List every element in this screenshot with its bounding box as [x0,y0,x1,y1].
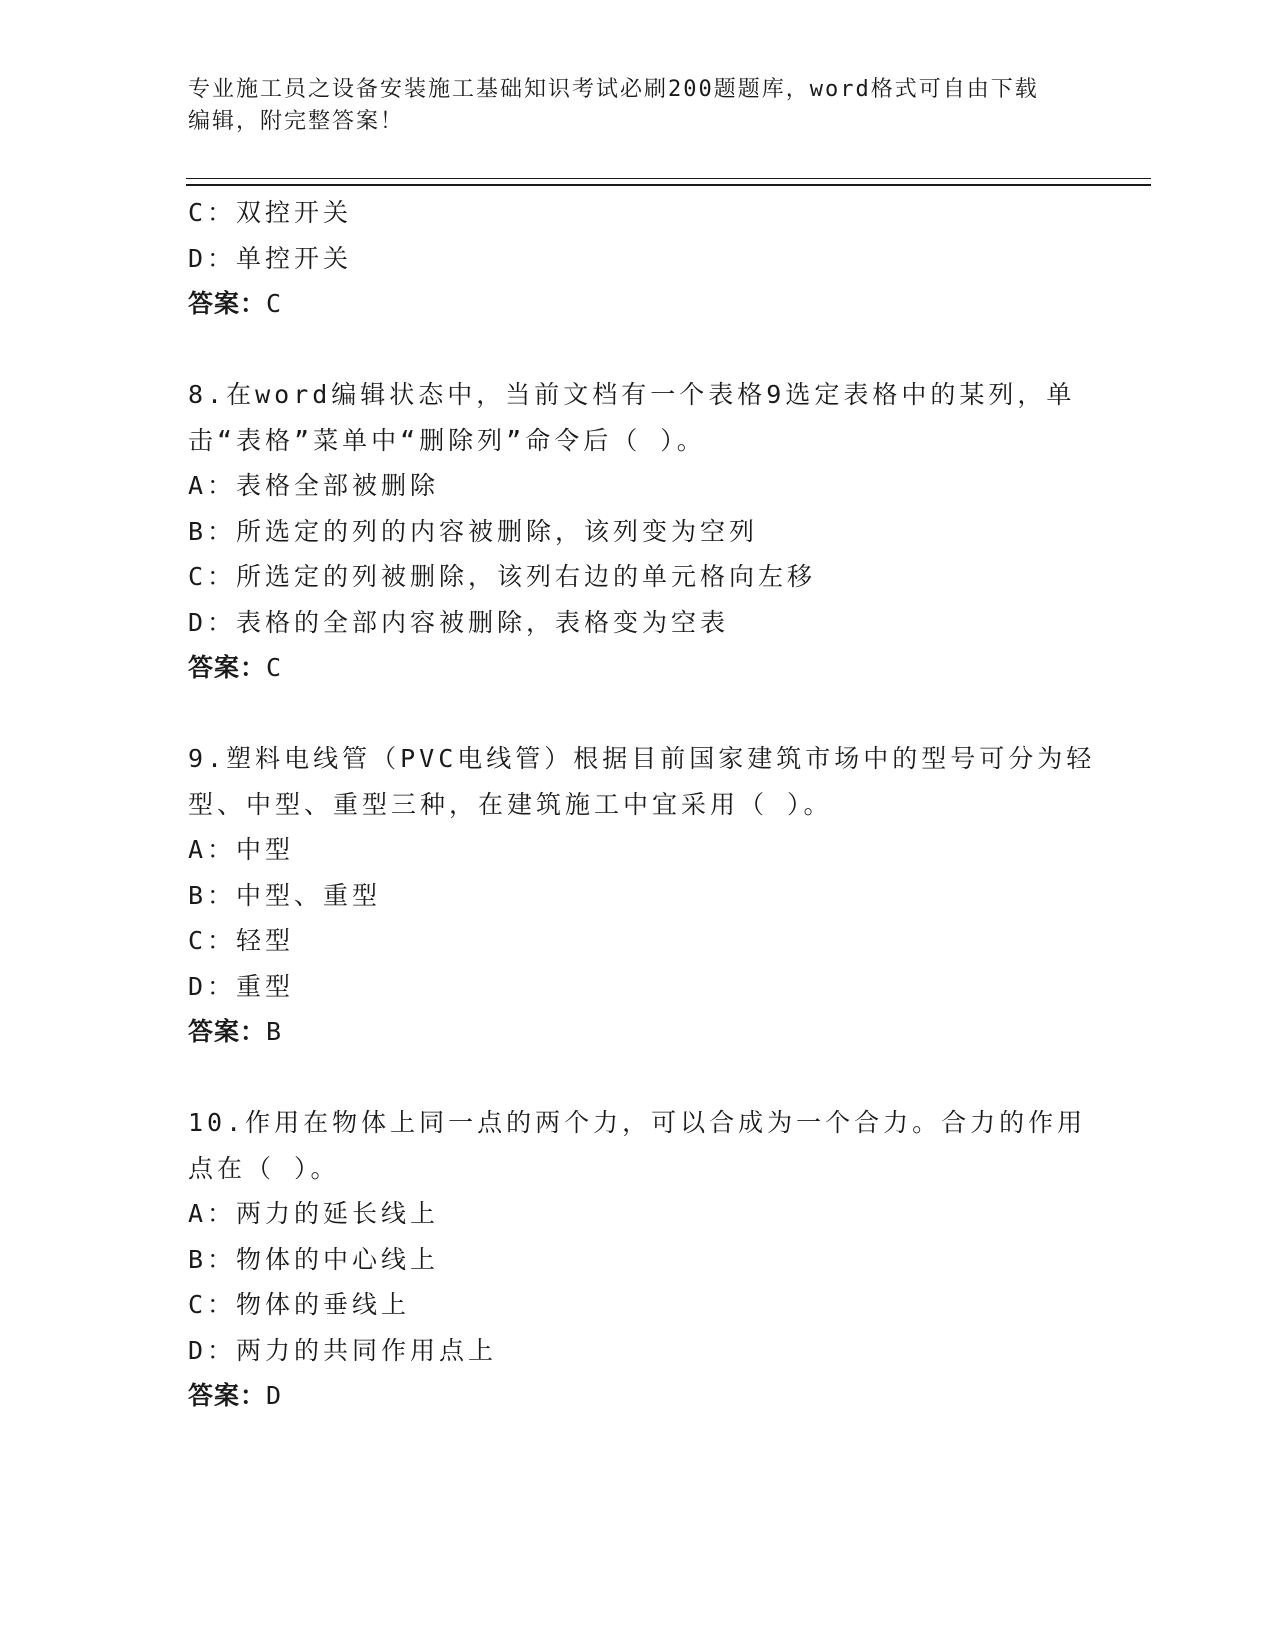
option-a: A：两力的延长线上 [188,1199,440,1228]
document-body [188,190,1098,1419]
answer-label: 答案： [188,289,267,318]
answer-value: C [266,289,286,318]
question-text-line: 点在（ ）。 [188,1153,340,1183]
option-a: A：中型 [188,835,295,864]
question-text-line: 8.在word编辑状态中，当前文档有一个表格9选定表格中的某列，单 [188,380,1076,409]
answer-line [188,1009,1098,1055]
spacer [188,327,1098,373]
header-line-1: 专业施工员之设备安装施工基础知识考试必刷200题题库，word格式可自由下载 [188,77,1039,102]
option-d: D：重型 [188,971,295,1001]
answer-label: 答案： [188,1017,267,1046]
question-8 [188,372,1098,691]
answer-label: 答案： [188,1381,267,1410]
option-c: C：所选定的列被删除，该列右边的单元格向左移 [188,562,817,591]
option-d: D：两力的共同作用点上 [188,1335,498,1365]
answer-value: D [266,1381,286,1410]
header-divider [186,178,1151,186]
answer-line [188,645,1098,691]
spacer [188,1055,1098,1101]
option-d: D：单控开关 [188,243,353,273]
option-b: B：中型、重型 [188,880,382,910]
option-a: A：表格全部被删除 [188,471,440,500]
option-c: C：轻型 [188,926,295,955]
question-9 [188,736,1098,1055]
option-d: D：表格的全部内容被删除，表格变为空表 [188,607,730,637]
option-c: C：物体的垂线上 [188,1290,411,1319]
question-text-line: 9.塑料电线管（PVC电线管）根据目前国家建筑市场中的型号可分为轻 [188,744,1096,773]
question-7-continuation [188,190,1098,327]
answer-value: B [266,1017,286,1046]
answer-value: C [266,653,286,682]
answer-line [188,281,1098,327]
option-c: C：双控开关 [188,198,353,227]
question-text-line: 型、中型、重型三种，在建筑施工中宜采用（ ）。 [188,789,833,819]
question-10 [188,1100,1098,1419]
option-b: B：物体的中心线上 [188,1244,440,1274]
answer-label: 答案： [188,653,267,682]
page-header [188,74,1088,138]
answer-line [188,1373,1098,1419]
question-text-line: 10.作用在物体上同一点的两个力，可以合成为一个合力。合力的作用 [188,1108,1087,1137]
question-text-line: 击“表格”菜单中“删除列”命令后（ ）。 [188,425,706,455]
option-b: B：所选定的列的内容被删除，该列变为空列 [188,516,759,546]
spacer [188,691,1098,737]
header-line-2: 编辑，附完整答案！ [188,109,405,134]
